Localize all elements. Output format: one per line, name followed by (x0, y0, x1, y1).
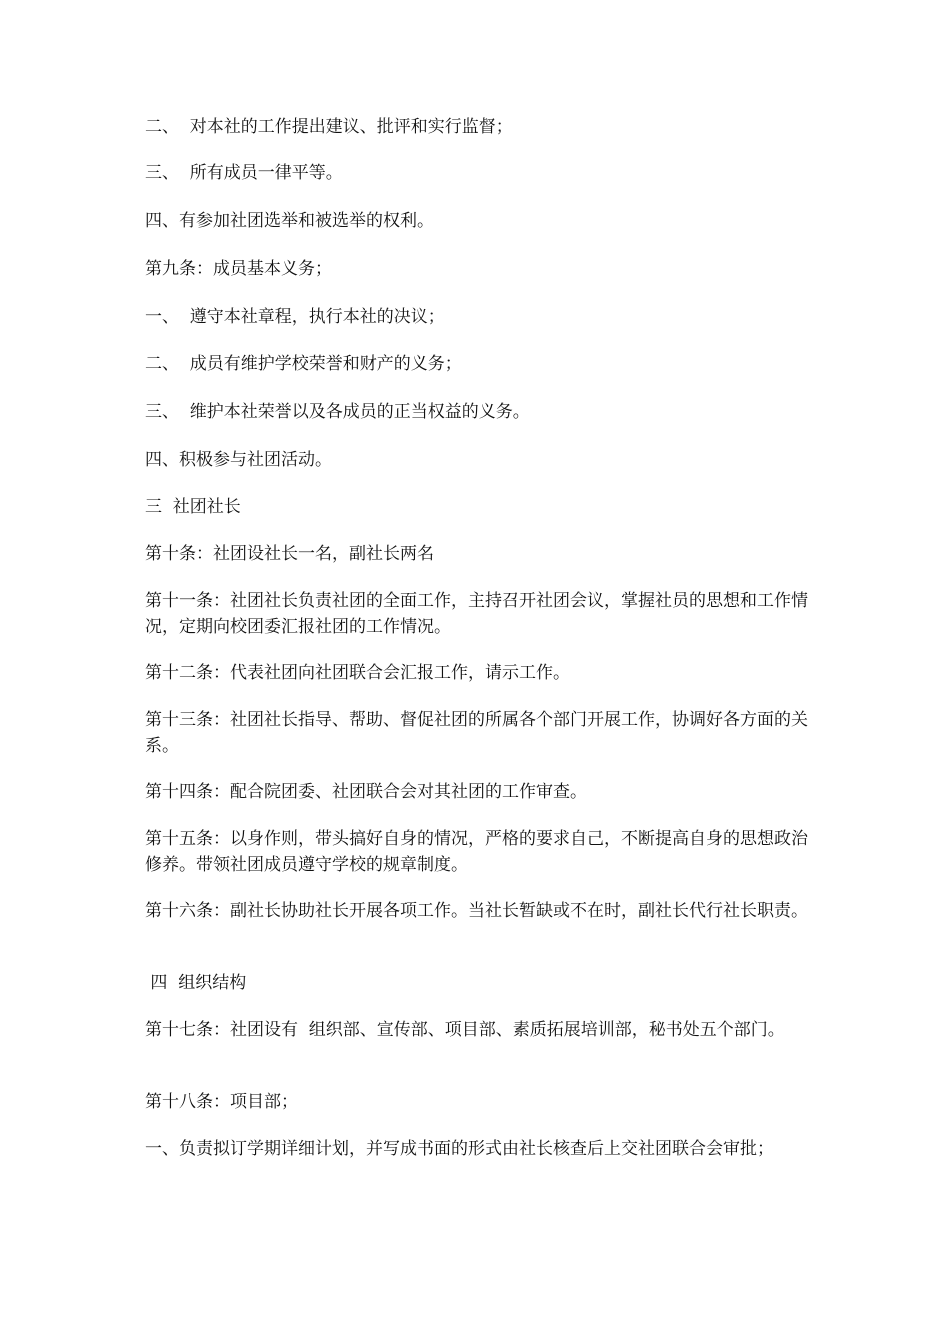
clause-paragraph: 一、负责拟订学期详细计划，并写成书面的形式由社长核查后上交社团联合会审批； (145, 1139, 774, 1159)
article-paragraph: 第十四条：配合院团委、社团联合会对其社团的工作审查。 (145, 782, 587, 802)
article-paragraph: 第十条：社团设社长一名，副社长两名 (145, 544, 434, 564)
article-paragraph: 第十二条：代表社团向社团联合会汇报工作，请示工作。 (145, 663, 570, 683)
clause-paragraph: 二、 对本社的工作提出建议、批评和实行监督； (145, 117, 513, 137)
article-paragraph: 第十六条：副社长协助社长开展各项工作。当社长暂缺或不在时，副社长代行社长职责。 (145, 901, 808, 921)
article-paragraph: 第十三条：社团社长指导、帮助、督促社团的所属各个部门开展工作，协调好各方面的关系。 (145, 710, 808, 756)
section-heading: 四 组织结构 (145, 973, 247, 993)
section-heading: 三 社团社长 (145, 497, 241, 517)
article-heading: 第十八条：项目部； (145, 1092, 298, 1112)
clause-paragraph: 四、有参加社团选举和被选举的权利。 (145, 211, 434, 231)
clause-paragraph: 二、 成员有维护学校荣誉和财产的义务； (145, 354, 462, 374)
article-paragraph: 第十一条：社团社长负责社团的全面工作，主持召开社团会议，掌握社员的思想和工作情况，定期向校团委汇报社团的工作情况。 (145, 591, 808, 637)
clause-paragraph: 三、 所有成员一律平等。 (145, 163, 343, 183)
article-paragraph: 第十五条：以身作则，带头搞好自身的情况，严格的要求自己，不断提高自身的思想政治修养。带领社团成员遵守学校的规章制度。 (145, 829, 808, 875)
clause-paragraph: 一、 遵守本社章程，执行本社的决议； (145, 307, 445, 327)
article-heading: 第九条：成员基本义务； (145, 259, 332, 279)
clause-paragraph: 三、 维护本社荣誉以及各成员的正当权益的义务。 (145, 402, 530, 422)
article-paragraph: 第十七条：社团设有 组织部、宣传部、项目部、素质拓展培训部，秘书处五个部门。 (145, 1020, 785, 1040)
clause-paragraph: 四、积极参与社团活动。 (145, 450, 332, 470)
